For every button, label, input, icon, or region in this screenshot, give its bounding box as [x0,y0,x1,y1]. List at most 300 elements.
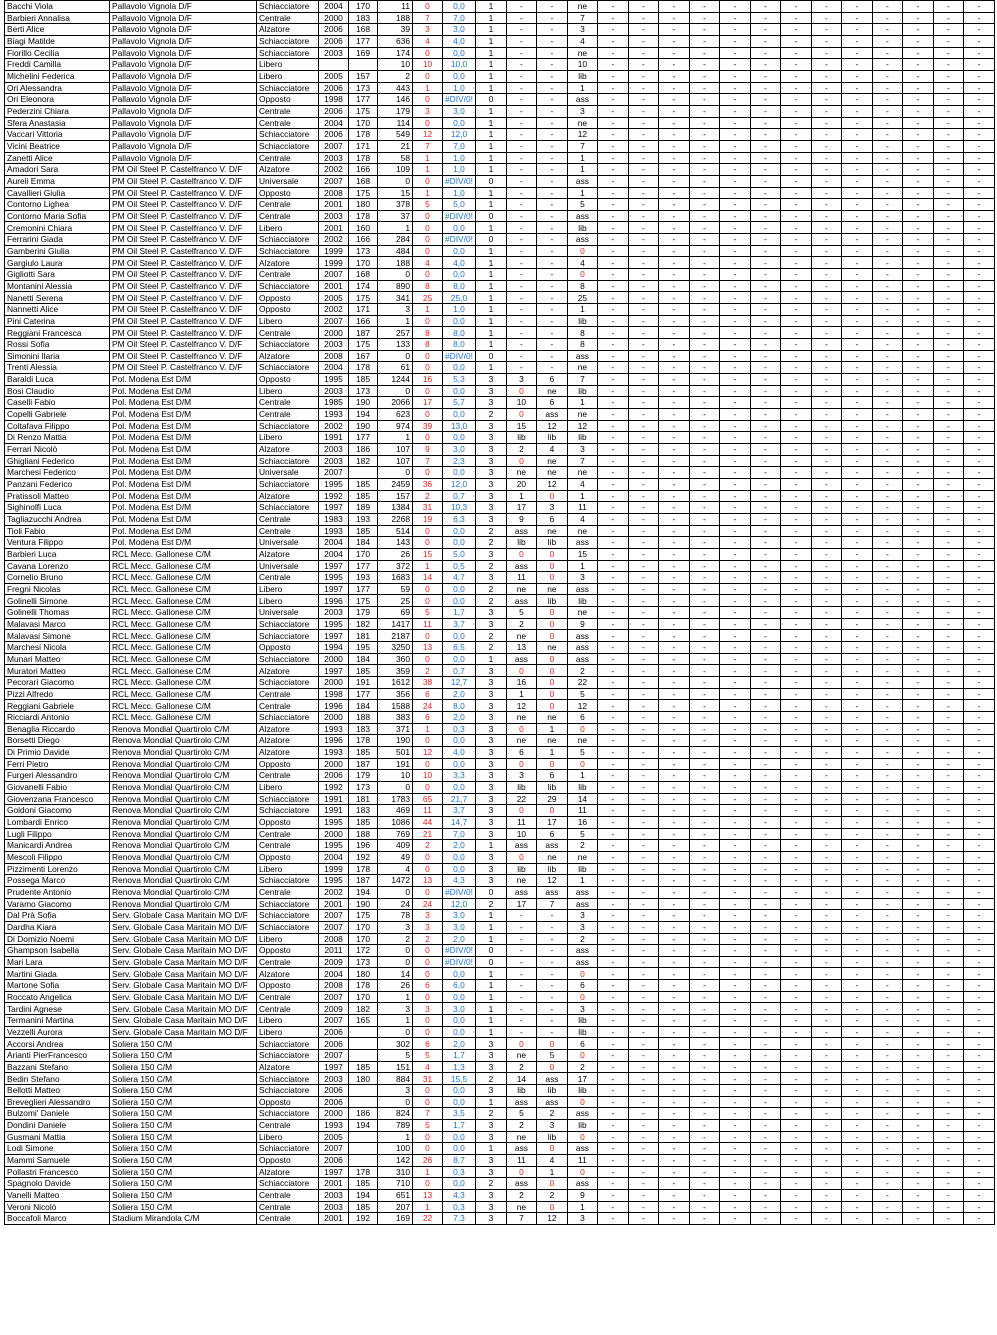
placeholder-cell: - [811,653,841,665]
placeholder-cell: - [811,408,841,420]
placeholder-cell: - [750,129,780,141]
matches-cell: 1 [475,129,506,141]
placeholder-cell: - [841,175,872,187]
placeholder-cell: - [841,339,872,351]
placeholder-cell: - [658,886,689,898]
points-cell: 3 [413,921,443,933]
placeholder-cell: - [902,1038,933,1050]
team-name-cell: PM Oil Steel P. Castelfranco V. D/F [110,210,257,222]
placeholder-cell: - [841,47,872,59]
placeholder-cell: - [841,502,872,514]
placeholder-cell: - [689,805,719,817]
placeholder-cell: - [750,1015,780,1027]
match-1-cell: 0 [506,1038,536,1050]
col-total-cell: 378 [378,199,413,211]
role-cell: Schiacciatore [257,712,319,724]
match-1-cell: 12 [506,700,536,712]
birth-year-cell: 2007 [319,175,349,187]
points-avg-cell: 0,0 [443,1,476,13]
placeholder-cell: - [597,187,628,199]
points-cell: 7 [413,140,443,152]
player-name-cell: Breveglieri Alessandro [5,1096,110,1108]
col-total-cell: 143 [378,537,413,549]
matches-cell: 3 [475,618,506,630]
col-total-cell: 371 [378,723,413,735]
player-name-cell: Vanelli Matteo [5,1189,110,1201]
placeholder-cell: - [902,607,933,619]
placeholder-cell: - [902,222,933,234]
height-cell: 168 [349,269,378,281]
placeholder-cell: - [628,898,658,910]
col-total-cell: 372 [378,560,413,572]
player-name-cell: Reggiani Francesca [5,327,110,339]
placeholder-cell: - [872,1015,902,1027]
role-cell: Schiacciatore [257,140,319,152]
match-1-cell: 22 [506,793,536,805]
match-1-cell: - [506,210,536,222]
match-1-cell: ass [506,595,536,607]
match-3-cell: 11 [567,1154,597,1166]
points-avg-cell: 12,7 [443,677,476,689]
points-avg-cell: 0,0 [443,245,476,257]
placeholder-cell: - [963,24,994,36]
col-total-cell: 4 [378,863,413,875]
height-cell: 185 [349,747,378,759]
birth-year-cell: 2002 [319,234,349,246]
placeholder-cell: - [933,1015,963,1027]
role-cell: Schiacciatore [257,618,319,630]
matches-cell: 3 [475,712,506,724]
placeholder-cell: - [719,82,750,94]
match-3-cell: lib [567,1026,597,1038]
match-1-cell: - [506,292,536,304]
placeholder-cell: - [872,129,902,141]
birth-year-cell: 2000 [319,1108,349,1120]
placeholder-cell: - [689,129,719,141]
table-row [5,315,995,327]
points-cell: 10 [413,59,443,71]
placeholder-cell: - [597,1201,628,1213]
placeholder-cell: - [872,1108,902,1120]
placeholder-cell: - [902,420,933,432]
col-total-cell: 58 [378,152,413,164]
match-2-cell: - [536,234,567,246]
role-cell: Alzatore [257,548,319,560]
team-name-cell: RCL Mecc. Gallonese C/M [110,630,257,642]
col-total-cell: 2066 [378,397,413,409]
matches-cell: 1 [475,921,506,933]
match-3-cell: ne [567,362,597,374]
placeholder-cell: - [963,723,994,735]
placeholder-cell: - [933,82,963,94]
points-avg-cell: 0,0 [443,653,476,665]
placeholder-cell: - [902,537,933,549]
player-name-cell: Lodi Simone [5,1143,110,1155]
placeholder-cell: - [841,490,872,502]
table-row [5,723,995,735]
birth-year-cell: 2007 [319,1143,349,1155]
placeholder-cell: - [597,280,628,292]
placeholder-cell: - [628,642,658,654]
points-avg-cell: 3,7 [443,618,476,630]
placeholder-cell: - [933,245,963,257]
placeholder-cell: - [902,245,933,257]
placeholder-cell: - [658,688,689,700]
placeholder-cell: - [658,945,689,957]
matches-cell: 3 [475,432,506,444]
placeholder-cell: - [963,583,994,595]
placeholder-cell: - [963,793,994,805]
placeholder-cell: - [841,1015,872,1027]
height-cell: 177 [349,432,378,444]
birth-year-cell: 2005 [319,1131,349,1143]
points-avg-cell: 0,7 [443,490,476,502]
placeholder-cell: - [719,712,750,724]
match-2-cell: 6 [536,397,567,409]
match-1-cell: lib [506,863,536,875]
height-cell: 178 [349,1166,378,1178]
role-cell: Schiacciatore [257,455,319,467]
matches-cell: 3 [475,397,506,409]
birth-year-cell: 2006 [319,1096,349,1108]
match-3-cell: ass [567,898,597,910]
match-3-cell: 1 [567,1201,597,1213]
player-name-cell: Fregni Nicolas [5,583,110,595]
points-cell: 0 [413,735,443,747]
placeholder-cell: - [750,712,780,724]
col-total-cell: 0 [378,956,413,968]
placeholder-cell: - [658,991,689,1003]
placeholder-cell: - [750,199,780,211]
match-1-cell: - [506,257,536,269]
placeholder-cell: - [933,1073,963,1085]
placeholder-cell: - [811,222,841,234]
placeholder-cell: - [963,129,994,141]
matches-cell: 3 [475,700,506,712]
match-2-cell: ne [536,385,567,397]
table-row [5,59,995,71]
role-cell: Alzatore [257,968,319,980]
col-total-cell: 107 [378,455,413,467]
matches-cell: 1 [475,35,506,47]
placeholder-cell: - [933,1050,963,1062]
height-cell: 168 [349,175,378,187]
placeholder-cell: - [689,1,719,13]
placeholder-cell: - [933,443,963,455]
placeholder-cell: - [780,1131,811,1143]
col-total-cell: 25 [378,595,413,607]
placeholder-cell: - [658,840,689,852]
placeholder-cell: - [933,863,963,875]
placeholder-cell: - [872,921,902,933]
placeholder-cell: - [719,642,750,654]
role-cell: Schiacciatore [257,898,319,910]
match-3-cell: lib [567,315,597,327]
placeholder-cell: - [780,152,811,164]
placeholder-cell: - [689,280,719,292]
placeholder-cell: - [689,991,719,1003]
match-3-cell: ne [567,47,597,59]
match-3-cell: 3 [567,572,597,584]
birth-year-cell: 2004 [319,548,349,560]
points-cell: 21 [413,828,443,840]
placeholder-cell: - [872,140,902,152]
placeholder-cell: - [963,397,994,409]
col-total-cell: 207 [378,1201,413,1213]
placeholder-cell: - [689,210,719,222]
points-avg-cell: 0,0 [443,1131,476,1143]
height-cell: 168 [349,24,378,36]
match-2-cell: - [536,47,567,59]
placeholder-cell: - [872,222,902,234]
placeholder-cell: - [689,12,719,24]
placeholder-cell: - [750,1050,780,1062]
placeholder-cell: - [597,70,628,82]
placeholder-cell: - [750,292,780,304]
placeholder-cell: - [719,513,750,525]
placeholder-cell: - [902,1143,933,1155]
team-name-cell: RCL Mecc. Gallonese C/M [110,572,257,584]
placeholder-cell: - [933,408,963,420]
matches-cell: 3 [475,863,506,875]
match-2-cell: - [536,980,567,992]
match-3-cell: 3 [567,24,597,36]
points-cell: 0 [413,408,443,420]
matches-cell: 3 [475,1131,506,1143]
placeholder-cell: - [963,980,994,992]
placeholder-cell: - [872,665,902,677]
col-total-cell: 0 [378,385,413,397]
placeholder-cell: - [780,921,811,933]
match-3-cell: ass [567,350,597,362]
placeholder-cell: - [872,292,902,304]
birth-year-cell: 1997 [319,665,349,677]
player-name-cell: Marchesi Nicola [5,642,110,654]
placeholder-cell: - [872,12,902,24]
height-cell: 175 [349,910,378,922]
birth-year-cell: 1991 [319,805,349,817]
placeholder-cell: - [780,1015,811,1027]
placeholder-cell: - [597,408,628,420]
placeholder-cell: - [872,59,902,71]
placeholder-cell: - [933,1096,963,1108]
role-cell: Opposto [257,1096,319,1108]
placeholder-cell: - [811,1213,841,1225]
points-avg-cell: 0,0 [443,408,476,420]
matches-cell: 3 [475,490,506,502]
team-name-cell: Soliera 150 C/M [110,1108,257,1120]
match-2-cell: - [536,1026,567,1038]
placeholder-cell: - [689,898,719,910]
placeholder-cell: - [689,408,719,420]
placeholder-cell: - [628,1120,658,1132]
points-cell: 1 [413,1201,443,1213]
placeholder-cell: - [597,210,628,222]
table-row [5,560,995,572]
birth-year-cell: 2003 [319,47,349,59]
placeholder-cell: - [750,1131,780,1143]
placeholder-cell: - [597,443,628,455]
placeholder-cell: - [719,747,750,759]
placeholder-cell: - [628,525,658,537]
placeholder-cell: - [658,642,689,654]
matches-cell: 3 [475,374,506,386]
role-cell: Libero [257,59,319,71]
placeholder-cell: - [933,1213,963,1225]
placeholder-cell: - [872,560,902,572]
height-cell: 178 [349,210,378,222]
height-cell [349,1154,378,1166]
team-name-cell: PM Oil Steel P. Castelfranco V. D/F [110,292,257,304]
placeholder-cell: - [963,1201,994,1213]
match-3-cell: 0 [567,1096,597,1108]
matches-cell: 3 [475,607,506,619]
placeholder-cell: - [719,828,750,840]
match-2-cell: lib [536,432,567,444]
team-name-cell: RCL Mecc. Gallonese C/M [110,642,257,654]
points-cell: 0 [413,1085,443,1097]
birth-year-cell: 2000 [319,712,349,724]
placeholder-cell: - [689,1050,719,1062]
placeholder-cell: - [902,793,933,805]
match-3-cell: 17 [567,1073,597,1085]
placeholder-cell: - [658,280,689,292]
placeholder-cell: - [811,164,841,176]
placeholder-cell: - [933,758,963,770]
birth-year-cell: 1991 [319,432,349,444]
player-name-cell: Ori Eleonora [5,94,110,106]
placeholder-cell: - [841,1003,872,1015]
matches-cell: 3 [475,875,506,887]
placeholder-cell: - [963,1166,994,1178]
match-2-cell: - [536,304,567,316]
match-3-cell: 0 [567,245,597,257]
placeholder-cell: - [902,781,933,793]
placeholder-cell: - [902,59,933,71]
points-cell: 1 [413,164,443,176]
points-avg-cell: 0,0 [443,1143,476,1155]
col-total-cell: 61 [378,362,413,374]
placeholder-cell: - [933,432,963,444]
placeholder-cell: - [628,408,658,420]
match-2-cell: - [536,140,567,152]
placeholder-cell: - [750,374,780,386]
team-name-cell: Pol. Modena Est D/M [110,490,257,502]
placeholder-cell: - [872,781,902,793]
points-cell: 0 [413,945,443,957]
matches-cell: 1 [475,933,506,945]
placeholder-cell: - [719,105,750,117]
player-name-cell: Mammi Samuele [5,1154,110,1166]
matches-cell: 3 [475,455,506,467]
points-cell: 0 [413,432,443,444]
points-cell: 1 [413,304,443,316]
points-cell: 0 [413,968,443,980]
match-3-cell: 12 [567,129,597,141]
table-row [5,840,995,852]
player-name-cell: Contorno Maria Sofia [5,210,110,222]
placeholder-cell: - [933,735,963,747]
placeholder-cell: - [902,1096,933,1108]
team-name-cell: Renova Mondial Quartirolo C/M [110,723,257,735]
placeholder-cell: - [750,70,780,82]
role-cell: Centrale [257,1213,319,1225]
placeholder-cell: - [780,548,811,560]
placeholder-cell: - [750,595,780,607]
birth-year-cell: 1993 [319,525,349,537]
team-name-cell: Pallavolo Vignola D/F [110,105,257,117]
height-cell: 184 [349,700,378,712]
team-name-cell: Renova Mondial Quartirolo C/M [110,898,257,910]
placeholder-cell: - [719,863,750,875]
placeholder-cell: - [750,397,780,409]
role-cell: Centrale [257,991,319,1003]
match-2-cell: 0 [536,805,567,817]
placeholder-cell: - [689,700,719,712]
placeholder-cell: - [597,595,628,607]
placeholder-cell: - [902,1189,933,1201]
placeholder-cell: - [719,47,750,59]
placeholder-cell: - [902,1003,933,1015]
placeholder-cell: - [811,747,841,759]
placeholder-cell: - [719,432,750,444]
placeholder-cell: - [780,583,811,595]
placeholder-cell: - [750,1038,780,1050]
points-avg-cell: 8,0 [443,327,476,339]
points-cell: 5 [413,607,443,619]
match-3-cell: 10 [567,59,597,71]
match-1-cell: 2 [506,443,536,455]
team-name-cell: Pallavolo Vignola D/F [110,94,257,106]
col-total-cell: 24 [378,898,413,910]
player-name-cell: Benaglia Riccardo [5,723,110,735]
placeholder-cell: - [872,980,902,992]
col-total-cell: 1783 [378,793,413,805]
match-2-cell: ne [536,467,567,479]
placeholder-cell: - [689,595,719,607]
placeholder-cell: - [628,1061,658,1073]
placeholder-cell: - [750,653,780,665]
height-cell: 177 [349,35,378,47]
col-total-cell: 14 [378,968,413,980]
placeholder-cell: - [719,1201,750,1213]
points-cell: 31 [413,502,443,514]
placeholder-cell: - [963,1038,994,1050]
placeholder-cell: - [780,863,811,875]
match-1-cell: 0 [506,723,536,735]
placeholder-cell: - [902,816,933,828]
col-total-cell: 1612 [378,677,413,689]
col-total-cell: 1 [378,315,413,327]
placeholder-cell: - [689,292,719,304]
table-row [5,164,995,176]
match-1-cell: 17 [506,502,536,514]
placeholder-cell: - [841,700,872,712]
placeholder-cell: - [750,467,780,479]
placeholder-cell: - [780,478,811,490]
placeholder-cell: - [841,1178,872,1190]
placeholder-cell: - [750,898,780,910]
table-row [5,618,995,630]
team-name-cell: Pol. Modena Est D/M [110,502,257,514]
placeholder-cell: - [689,1038,719,1050]
placeholder-cell: - [872,350,902,362]
points-cell: 19 [413,513,443,525]
role-cell: Centrale [257,840,319,852]
placeholder-cell: - [872,280,902,292]
points-cell: 5 [413,1120,443,1132]
table-row [5,478,995,490]
